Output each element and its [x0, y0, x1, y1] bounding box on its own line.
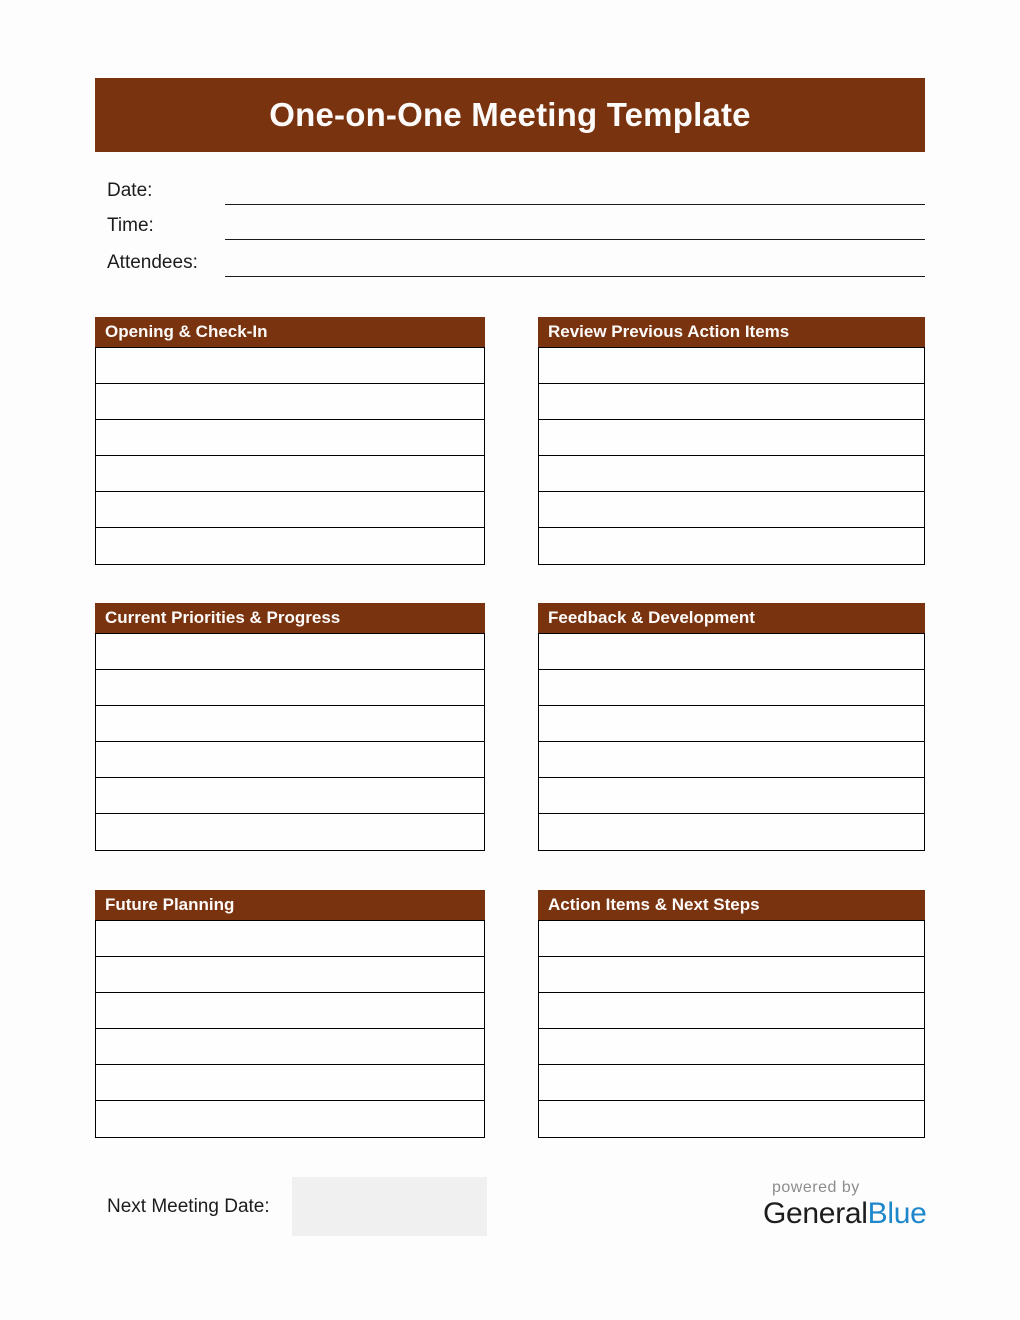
table-row[interactable]: [96, 348, 484, 384]
meta-row-attendees: [107, 243, 925, 277]
table-row[interactable]: [539, 420, 924, 456]
section-future-planning: [95, 890, 485, 1138]
table-row[interactable]: [96, 456, 484, 492]
table-row[interactable]: [96, 814, 484, 850]
meta-row-date: [107, 171, 925, 205]
section-table: [95, 920, 485, 1138]
section-opening-check-in: [95, 317, 485, 565]
section-table: [95, 633, 485, 851]
next-meeting-date-label: Next Meeting Date:: [107, 1196, 270, 1217]
table-row[interactable]: [539, 1065, 924, 1101]
table-row[interactable]: [96, 993, 484, 1029]
table-row[interactable]: [539, 1029, 924, 1065]
time-label: Time:: [107, 215, 154, 236]
table-row[interactable]: [539, 1101, 924, 1137]
section-table: [538, 633, 925, 851]
table-row[interactable]: [539, 814, 924, 850]
date-input-line[interactable]: [225, 204, 925, 205]
table-row[interactable]: [96, 420, 484, 456]
brand-wordmark: [763, 1197, 927, 1230]
attendees-label: Attendees:: [107, 252, 198, 273]
section-header: Current Priorities & Progress: [95, 603, 485, 633]
section-table: [95, 347, 485, 565]
table-row[interactable]: [96, 670, 484, 706]
meta-row-time: [107, 206, 925, 240]
table-row[interactable]: [96, 778, 484, 814]
table-row[interactable]: [96, 921, 484, 957]
next-meeting-date-field[interactable]: [292, 1177, 487, 1236]
section-header: Feedback & Development: [538, 603, 925, 633]
section-table: [538, 920, 925, 1138]
table-row[interactable]: [96, 528, 484, 564]
section-header: Review Previous Action Items: [538, 317, 925, 347]
table-row[interactable]: [96, 742, 484, 778]
table-row[interactable]: [539, 706, 924, 742]
table-row[interactable]: [539, 348, 924, 384]
table-row[interactable]: [96, 1101, 484, 1137]
table-row[interactable]: [96, 706, 484, 742]
generalblue-logo: [763, 1179, 933, 1231]
page-title: One-on-One Meeting Template: [269, 96, 751, 133]
section-header: Action Items & Next Steps: [538, 890, 925, 920]
table-row[interactable]: [539, 528, 924, 564]
table-row[interactable]: [539, 742, 924, 778]
section-header: Opening & Check-In: [95, 317, 485, 347]
date-label: Date:: [107, 180, 153, 201]
section-table: [538, 347, 925, 565]
table-row[interactable]: [96, 1029, 484, 1065]
table-row[interactable]: [539, 492, 924, 528]
section-header: Future Planning: [95, 890, 485, 920]
section-action-items-next-steps: [538, 890, 925, 1138]
section-current-priorities-progress: [95, 603, 485, 851]
table-row[interactable]: [539, 993, 924, 1029]
table-row[interactable]: [96, 957, 484, 993]
table-row[interactable]: [96, 492, 484, 528]
brand-general: General: [763, 1197, 868, 1230]
table-row[interactable]: [539, 957, 924, 993]
table-row[interactable]: [539, 456, 924, 492]
table-row[interactable]: [539, 921, 924, 957]
document-title-banner: [95, 78, 925, 152]
table-row[interactable]: [96, 384, 484, 420]
table-row[interactable]: [96, 1065, 484, 1101]
table-row[interactable]: [539, 634, 924, 670]
table-row[interactable]: [539, 778, 924, 814]
time-input-line[interactable]: [225, 239, 925, 240]
section-feedback-development: [538, 603, 925, 851]
section-review-previous-action-items: [538, 317, 925, 565]
table-row[interactable]: [539, 670, 924, 706]
powered-by-text: powered by: [772, 1179, 860, 1196]
table-row[interactable]: [539, 384, 924, 420]
brand-blue: Blue: [867, 1197, 927, 1230]
attendees-input-line[interactable]: [225, 276, 925, 277]
table-row[interactable]: [96, 634, 484, 670]
